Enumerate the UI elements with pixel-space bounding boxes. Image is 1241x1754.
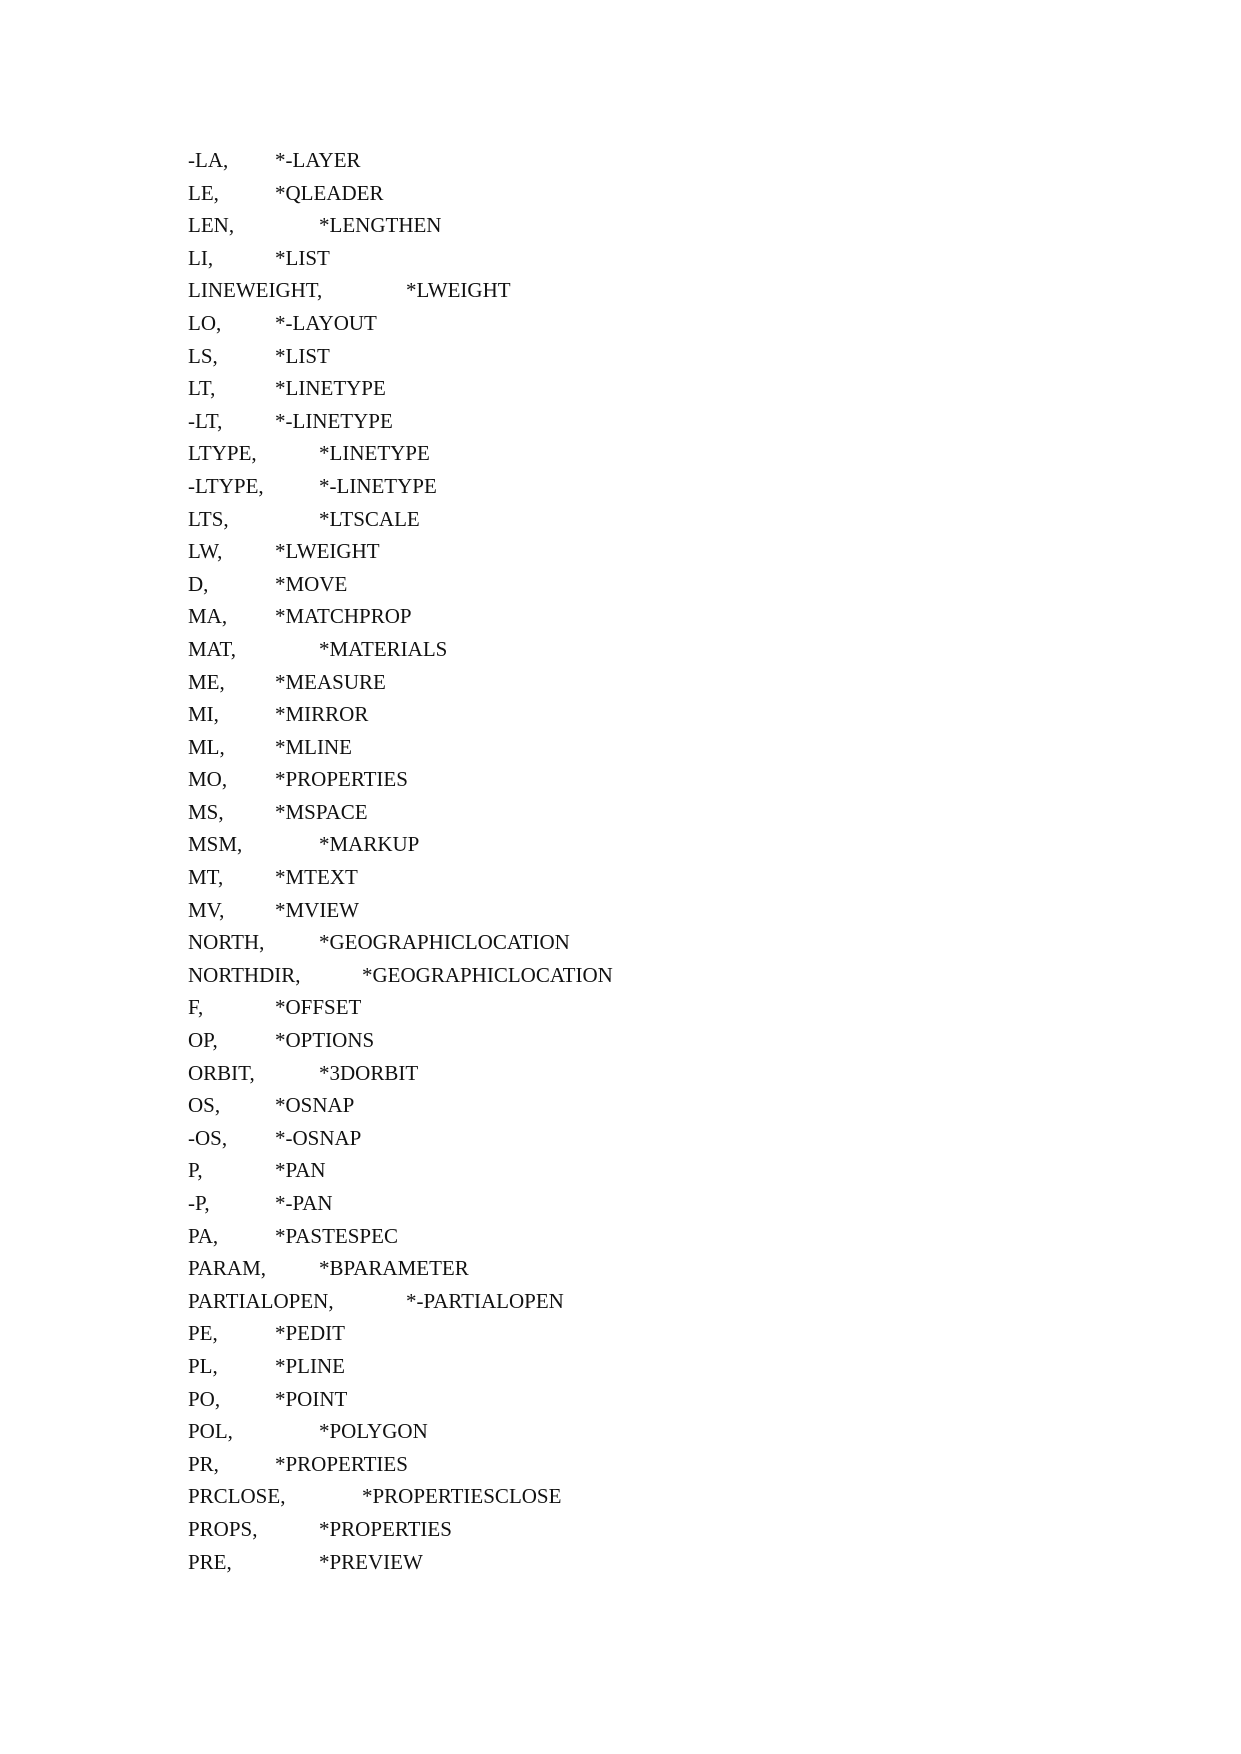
command-name: *LWEIGHT	[275, 539, 380, 564]
alias-name: -LTYPE,	[188, 473, 264, 498]
command-name: *MATERIALS	[319, 636, 448, 661]
alias-row	[0, 541, 1241, 574]
command-name: *POINT	[275, 1386, 348, 1411]
command-name: *MATCHPROP	[275, 604, 412, 629]
command-name: *-LINETYPE	[319, 473, 437, 498]
command-name: *LWEIGHT	[406, 278, 511, 303]
command-name: *MIRROR	[275, 702, 369, 727]
alias-name: LT,	[188, 376, 216, 401]
alias-name: PROPS,	[188, 1516, 258, 1541]
alias-name: MV,	[188, 897, 225, 922]
alias-row	[0, 378, 1241, 411]
alias-row	[0, 769, 1241, 802]
alias-row	[0, 962, 1241, 998]
alias-name: ME,	[188, 669, 225, 694]
alias-name: LINEWEIGHT,	[188, 278, 323, 303]
command-name: *-LAYOUT	[275, 310, 377, 335]
alias-row	[0, 1516, 1241, 1552]
command-name: *PROPERTIESCLOSE	[362, 1484, 562, 1509]
alias-row	[0, 1160, 1241, 1193]
command-name: *MVIEW	[275, 897, 359, 922]
alias-row	[0, 215, 1241, 248]
alias-name: MI,	[188, 702, 219, 727]
alias-name: F,	[188, 995, 204, 1020]
alias-row	[0, 1486, 1241, 1519]
alias-row	[0, 506, 1241, 542]
command-name: *LIST	[275, 245, 330, 270]
alias-name: LTYPE,	[188, 441, 257, 466]
alias-name: ML,	[188, 734, 225, 759]
alias-name: LE,	[188, 180, 219, 205]
alias-row	[0, 997, 1241, 1030]
alias-row	[0, 443, 1241, 476]
command-alias-list	[0, 150, 1241, 1584]
alias-name: -LT,	[188, 408, 223, 433]
alias-row	[0, 1193, 1241, 1226]
command-name: *OPTIONS	[275, 1028, 375, 1053]
alias-row	[0, 310, 1241, 346]
command-name: *MEASURE	[275, 669, 386, 694]
alias-row	[0, 180, 1241, 216]
alias-row	[0, 1451, 1241, 1487]
alias-name: D,	[188, 571, 209, 596]
alias-name: P,	[188, 1158, 203, 1183]
alias-row	[0, 1060, 1241, 1096]
command-name: *3DORBIT	[319, 1060, 419, 1085]
alias-name: OP,	[188, 1028, 218, 1053]
command-name: *LIST	[275, 343, 330, 368]
alias-name: MSM,	[188, 832, 243, 857]
command-name: *OSNAP	[275, 1093, 355, 1118]
alias-row	[0, 1095, 1241, 1128]
alias-name: MS,	[188, 799, 224, 824]
alias-name: PARAM,	[188, 1256, 267, 1281]
alias-name: LTS,	[188, 506, 229, 531]
alias-name: LI,	[188, 245, 214, 270]
alias-name: MO,	[188, 767, 228, 792]
command-name: *PREVIEW	[319, 1549, 423, 1574]
command-name: *GEOGRAPHICLOCATION	[362, 962, 613, 987]
alias-name: NORTH,	[188, 930, 265, 955]
command-name: *LINETYPE	[319, 441, 430, 466]
command-name: *LINETYPE	[275, 376, 386, 401]
alias-row	[0, 1421, 1241, 1454]
alias-row	[0, 245, 1241, 281]
alias-name: LS,	[188, 343, 218, 368]
command-name: *LTSCALE	[319, 506, 420, 531]
command-name: *POLYGON	[319, 1419, 428, 1444]
command-name: *MSPACE	[275, 799, 368, 824]
command-name: *MLINE	[275, 734, 352, 759]
command-name: *BPARAMETER	[319, 1256, 469, 1281]
alias-name: OS,	[188, 1093, 221, 1118]
command-name: *-LINETYPE	[275, 408, 393, 433]
command-name: *QLEADER	[275, 180, 384, 205]
alias-row	[0, 473, 1241, 509]
alias-name: PRCLOSE,	[188, 1484, 286, 1509]
command-name: *LENGTHEN	[319, 213, 442, 238]
alias-row	[0, 636, 1241, 672]
alias-row	[0, 1323, 1241, 1356]
command-name: *OFFSET	[275, 995, 362, 1020]
alias-row	[0, 571, 1241, 607]
alias-row	[0, 1030, 1241, 1063]
command-name: *PASTESPEC	[275, 1223, 398, 1248]
alias-name: LO,	[188, 310, 222, 335]
alias-name: PARTIALOPEN,	[188, 1288, 334, 1313]
alias-row	[0, 606, 1241, 639]
alias-name: PO,	[188, 1386, 221, 1411]
alias-row	[0, 1353, 1241, 1389]
alias-name: MT,	[188, 865, 224, 890]
command-name: *-PAN	[275, 1191, 333, 1215]
command-name: *PAN	[275, 1158, 326, 1183]
command-name: *-LAYER	[275, 148, 361, 172]
command-name: *PROPERTIES	[275, 1451, 408, 1476]
alias-name: MAT,	[188, 636, 237, 661]
alias-name: POL,	[188, 1419, 233, 1444]
alias-row	[0, 1223, 1241, 1259]
alias-name: -P,	[188, 1191, 210, 1215]
alias-row	[0, 867, 1241, 900]
alias-name: PE,	[188, 1321, 218, 1346]
alias-name: NORTHDIR,	[188, 962, 301, 987]
alias-name: -LA,	[188, 148, 229, 172]
command-name: *PROPERTIES	[319, 1516, 452, 1541]
alias-row	[0, 1258, 1241, 1291]
alias-row	[0, 343, 1241, 379]
alias-row	[0, 932, 1241, 965]
command-name: *PLINE	[275, 1353, 345, 1378]
alias-row	[0, 1386, 1241, 1422]
alias-row	[0, 669, 1241, 705]
alias-row	[0, 408, 1241, 444]
alias-row	[0, 799, 1241, 835]
command-name: *MOVE	[275, 571, 348, 596]
alias-row	[0, 897, 1241, 933]
alias-row	[0, 834, 1241, 867]
alias-row	[0, 280, 1241, 313]
command-name: *-PARTIALOPEN	[406, 1288, 564, 1313]
alias-row	[0, 734, 1241, 770]
alias-row	[0, 704, 1241, 737]
alias-row	[0, 1288, 1241, 1324]
alias-name: -OS,	[188, 1125, 228, 1150]
command-name: *MTEXT	[275, 865, 358, 890]
command-name: *-OSNAP	[275, 1125, 362, 1150]
alias-name: PA,	[188, 1223, 219, 1248]
alias-name: MA,	[188, 604, 228, 629]
command-name: *PEDIT	[275, 1321, 345, 1346]
alias-name: ORBIT,	[188, 1060, 255, 1085]
alias-name: LEN,	[188, 213, 235, 238]
alias-row	[0, 1549, 1241, 1585]
command-name: *MARKUP	[319, 832, 420, 857]
command-name: *GEOGRAPHICLOCATION	[319, 930, 570, 955]
alias-name: LW,	[188, 539, 223, 564]
alias-name: PRE,	[188, 1549, 232, 1574]
command-name: *PROPERTIES	[275, 767, 408, 792]
alias-row	[0, 150, 1241, 183]
alias-name: PR,	[188, 1451, 219, 1476]
alias-name: PL,	[188, 1353, 218, 1378]
alias-row	[0, 1125, 1241, 1161]
